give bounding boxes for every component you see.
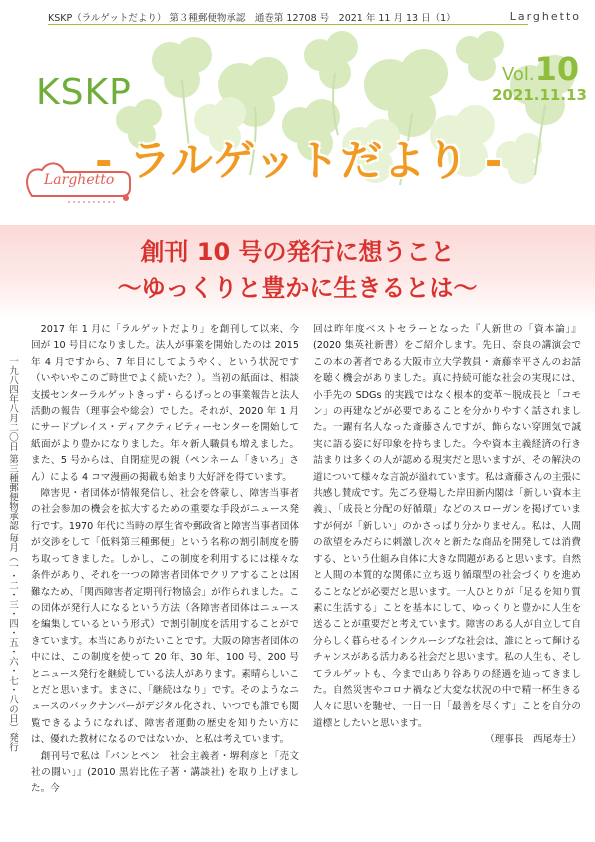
brand-name: Larghetto [509, 10, 581, 23]
headline-line-2: ～ゆっくりと豊かに生きるとは～ [117, 274, 478, 302]
article-paragraph: 障害児・者団体が情報発信し、社会を啓蒙し、障害当事者の社会参加の機会を拡大するための重要な手段がニュース発行です。1970 年代に当時の厚生省や郵政省と障害当事者団体が交渉をして「低料第三種郵便」という名称の割引制度を勝ち取ってきました。しかし、この制度を利用するには様々な条件があり、それを一つの障害者団体でクリアすることは困難なため、「関西障害者定期刊行物協会」が作られました。この団体が発行人になるという方法（各障害者団体はニュースを編集しているという形式）で割引制度を活用することができています。本当にありがたいことです。大阪の障害者団体の中には、この制度を使って 20 年、30 年、100 号、200 号とニュース発行を継続している法人があります。素晴らしいことだと思います。まさに、「継続はなり」です。そのようなニュースのバックナンバーがデジタル化され、いつでも誰でも閲覧できるようになれば、障害者運動の歴史を知りたい方には、優れた教材になるのではないか、と私は考えています。 [31, 488, 299, 746]
logo-text: Larghetto [44, 172, 115, 188]
postal-approval-note: 一九八四年八月二〇日 第三種郵便物承認 毎月（一・二・三・四・五・六・七・八の日）発行 [7, 356, 18, 752]
article-paragraph: 創刊号で私は『パンとペン 社会主義者・堺利彦と「売文社の闘い」』(2010 黒岩比佐子著・講談社) を取り上げました。今 [31, 750, 299, 795]
issue-date: 2021.11.13 [492, 86, 587, 104]
headline-line-1: 創刊 10 号の発行に想うこと [140, 238, 455, 266]
newsletter-title: - ラルゲットだより - [95, 136, 504, 185]
org-name: KSKP [36, 72, 132, 113]
article-column-left [31, 322, 299, 798]
article-column-right [313, 322, 581, 749]
article-paragraph: 2017 年 1 月に「ラルゲットだより」を創刊して以来、今回が 10 号目になりました。法人が事業を開始したのは 2015 年 4 月ですから、7 年目にしてようやく、という状況です（いやいやこのご時世でよく続いた？）。当初の紙面は、相談支援センターラルゲットきっず・らるげっとの事業報告と法人活動の報告（理事会や総会）でした。それが、2020 年 1 月にサードプレイス・ディアクティビティーセンターを開始して紙面がより豊かになりました。年々新人職員も増えました。また、5 号からは、自閉症児の親（ペンネーム「きいろ」さん）による 4 コマ漫画の掲載も始まり大好評を得ています。 [31, 324, 299, 483]
article-paragraph: 回は昨年度ベストセラーとなった『人新世の「資本論」』(2020 集英社新書）をご紹介します。先日、奈良の講演会でこの本の著者である大阪市立大学教員・斎藤幸平さんのお話を聴く機会がありました。真に持続可能な社会の実現には、小手先の SDGs 的実践ではなく根本的変革～脱成長と「コモン」の再建などが必要であることを分かりやすく話されました。一躍有名人なった斎藤さんですが、飾らない穿囲気で誠実に語る姿に好印象を持ちました。今や資本主義経済の行き詰まりは多くの人が認める現実だと思いますが、その解決の道について様々な言説が溢れています。私は斎藤さんの主張に共感し賛成です。先ごろ登場した岸田新内閣は「新しい資本主義」、「成長と分配の好循環」などのスローガンを掲げていますが何が「新しい」のかさっぱり分かりません。私は、人間の欲望をみだらに刺激し次々と新たな商品を開発しては消費する、という仕組み自体に大きな問題があると思います。自然と人間の本質的な関係に立ち返り循環型の社会づくりを進めることなどが必要だと思います。一人ひとりが「足るを知り質素に生活する」ことを基本にして、ゆっくりと豊かに人生を送ることが重要だと考えています。障害のある人が自立して自分らしく暮らせるインクルーシブな社会は、誰にとって輝けるチャンスがある活力ある社会だと思います。私の人生も、そしてラルゲットも、今まで山あり谷ありの経過を辿ってきました。自然災害やコロナ禍など大変な状況の中で精一杯生きる人々に思いを馳せ、一日一日「最善を尽くす」ことを自分の道標としたいと思います。 [313, 324, 581, 729]
masthead-line: KSKP（ラルゲットだより） 第３種郵便物承認 通巻第 12708 号 2021 年 11 月 13 日（1） [48, 13, 456, 24]
author-signature: （理事長 西尾寿士） [485, 734, 581, 746]
volume-label [502, 50, 579, 88]
vol-prefix: Vol. [502, 64, 535, 85]
vol-number: 10 [534, 50, 580, 88]
